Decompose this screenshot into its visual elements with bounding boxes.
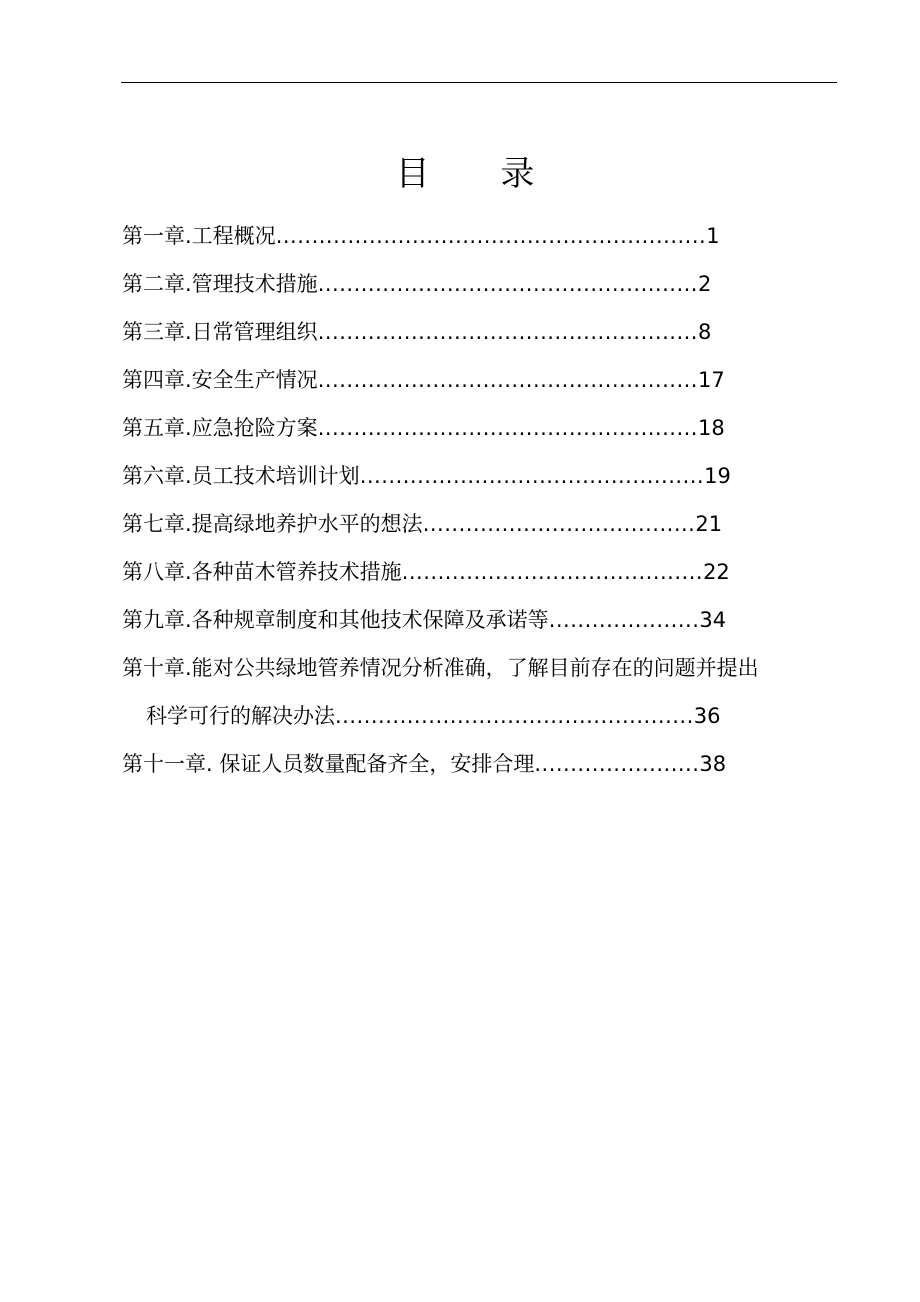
toc-page-number: 21 (695, 512, 723, 536)
toc-entry-label-continued (122, 692, 862, 740)
toc-leader-dots: ..................................................... (317, 272, 698, 296)
toc-entry-chapter-11[interactable] (122, 740, 862, 788)
toc-entry-label-line2: 科学可行的解决办法 (146, 704, 335, 728)
toc-page-number: 2 (697, 272, 712, 296)
toc-entry-label: 第九章.各种规章制度和其他技术保障及承诺等 (122, 608, 549, 632)
toc-page-number: 36 (693, 704, 721, 728)
toc-title: 目 录 (395, 154, 565, 194)
toc-page-number: 17 (697, 368, 725, 392)
toc-entry-chapter-3[interactable] (122, 308, 862, 356)
toc-entry-chapter-7[interactable] (122, 500, 862, 548)
table-of-contents (122, 212, 862, 788)
toc-entry-label: 第七章.提高绿地养护水平的想法 (122, 512, 423, 536)
toc-leader-dots: ............................................................ (275, 224, 707, 248)
toc-leader-dots: ....................... (534, 752, 700, 776)
toc-leader-dots: ................................................ (359, 464, 705, 488)
toc-entry-label: 第一章.工程概况 (122, 224, 276, 248)
toc-entry-label: 第十一章. 保证人员数量配备齐全，安排合理 (122, 752, 535, 776)
toc-entry-label: 第二章.管理技术措施 (122, 272, 318, 296)
toc-leader-dots: .................................................. (335, 704, 694, 728)
toc-leader-dots: .......................................... (401, 560, 704, 584)
toc-page-number: 38 (699, 752, 727, 776)
toc-entry-label: 第五章.应急抢险方案 (122, 416, 318, 440)
toc-page-number: 34 (699, 608, 727, 632)
toc-entry-label: 第十章.能对公共绿地管养情况分析准确，了解目前存在的问题并提出 (122, 656, 759, 680)
toc-entry-chapter-8[interactable] (122, 548, 862, 596)
toc-entry-label: 第三章.日常管理组织 (122, 320, 318, 344)
toc-entry-chapter-6[interactable] (122, 452, 862, 500)
toc-leader-dots: ..................................................... (317, 320, 698, 344)
toc-page-number: 8 (697, 320, 712, 344)
toc-entry-label: 第六章.员工技术培训计划 (122, 464, 360, 488)
toc-entry-chapter-10[interactable] (122, 644, 862, 740)
toc-entry-chapter-5[interactable] (122, 404, 862, 452)
toc-leader-dots: ..................... (548, 608, 700, 632)
toc-entry-label: 第四章.安全生产情况 (122, 368, 318, 392)
toc-leader-dots: ..................................................... (317, 416, 698, 440)
toc-entry-chapter-4[interactable] (122, 356, 862, 404)
toc-entry-label: 第八章.各种苗木管养技术措施 (122, 560, 402, 584)
header-rule (121, 82, 837, 83)
toc-entry-chapter-1[interactable] (122, 212, 862, 260)
toc-entry-chapter-2[interactable] (122, 260, 862, 308)
toc-page-number: 19 (704, 464, 731, 488)
toc-page-number: 22 (703, 560, 730, 584)
toc-entry-chapter-9[interactable] (122, 596, 862, 644)
toc-leader-dots: ...................................... (422, 512, 696, 536)
toc-page-number: 1 (706, 224, 720, 248)
toc-leader-dots: ..................................................... (317, 368, 698, 392)
toc-page-number: 18 (697, 416, 725, 440)
